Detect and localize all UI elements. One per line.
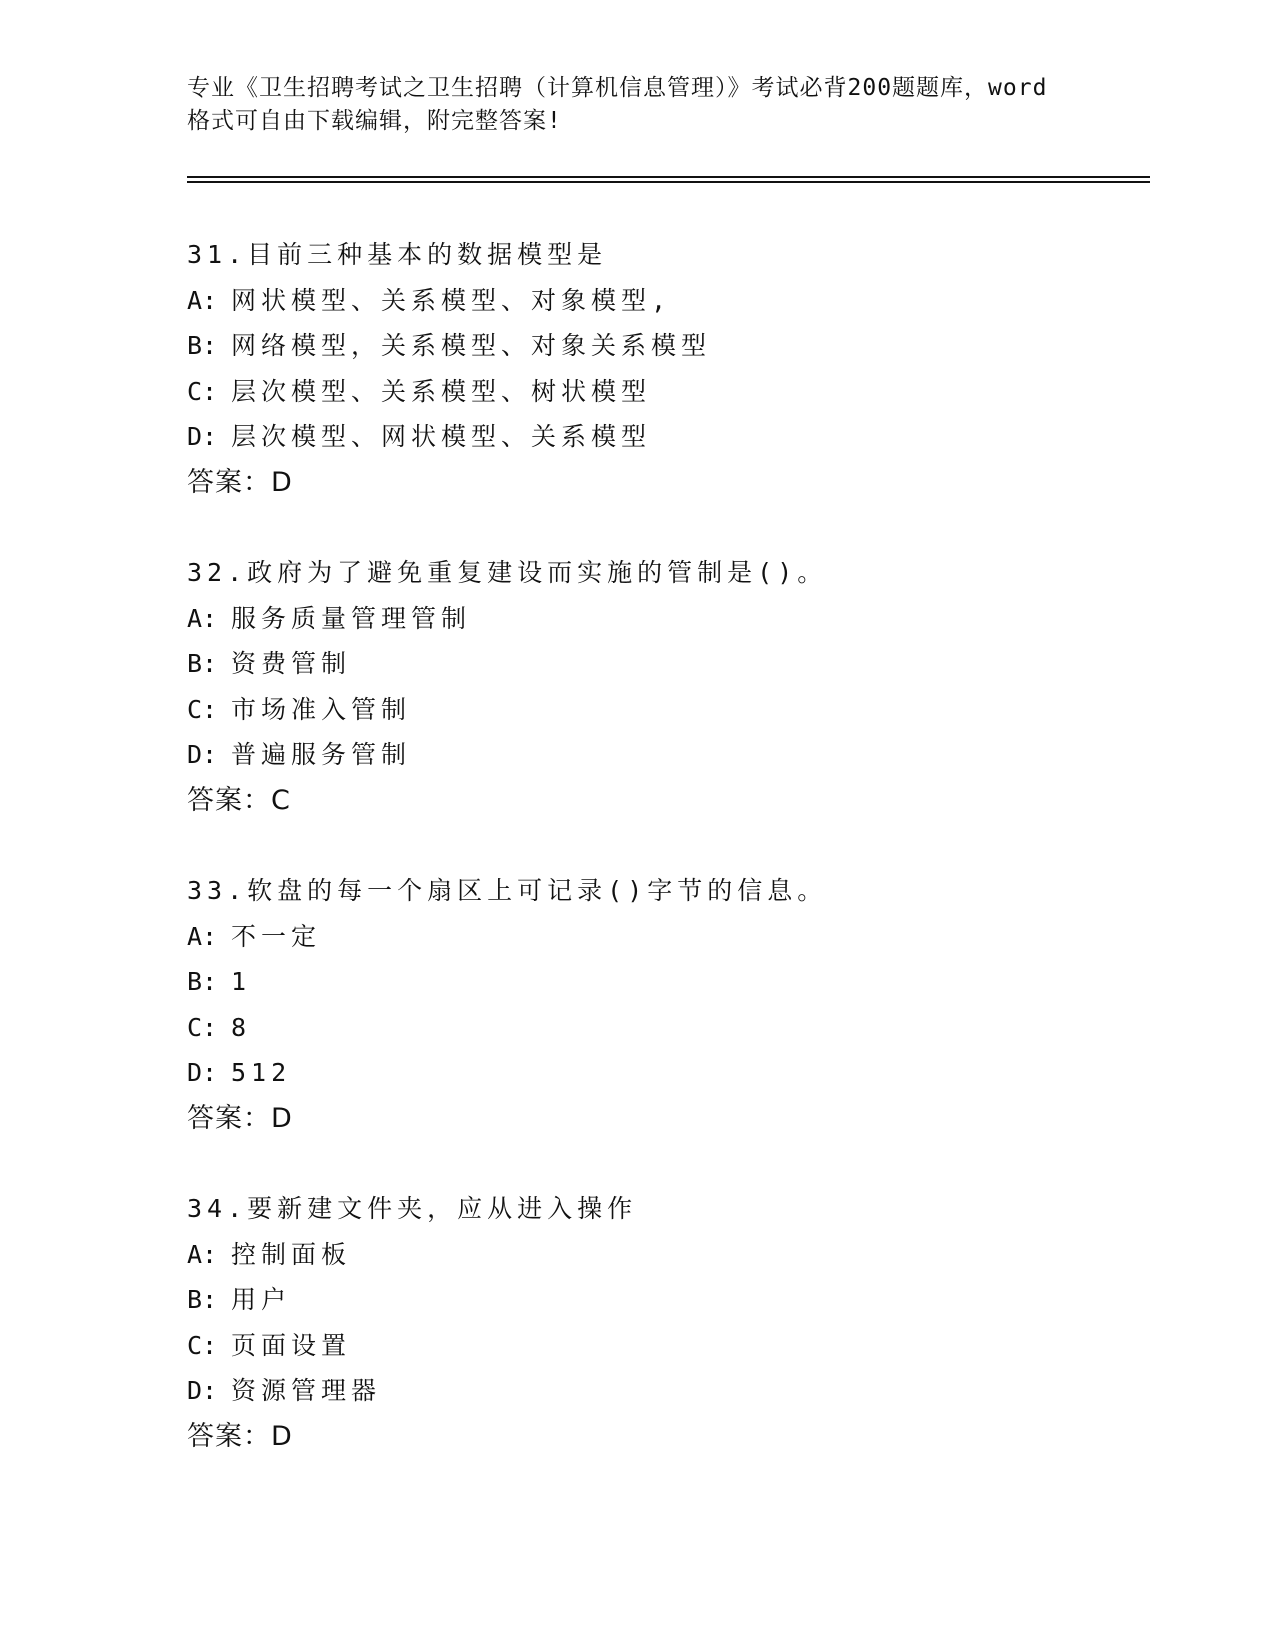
answer-line: 答案：D (187, 1102, 293, 1134)
answer-line: 答案：D (187, 466, 293, 498)
header-divider-bottom (187, 181, 1150, 183)
option-label: B: (187, 967, 218, 996)
option-label: C: (187, 1012, 218, 1042)
option-d (187, 1050, 1147, 1096)
option-text: 页面设置 (231, 1330, 352, 1360)
option-label: A: (187, 1239, 218, 1269)
option-text: 市场准入管制 (231, 694, 412, 724)
option-c (187, 1323, 1147, 1369)
option-c (187, 1005, 1147, 1051)
option-label: D: (187, 1376, 218, 1405)
question-title: 34.要新建文件夹，应从进入操作 (187, 1194, 638, 1223)
option-text: 资费管制 (231, 649, 352, 678)
option-label: D: (187, 422, 218, 451)
option-label: A: (187, 285, 218, 315)
option-text: 资源管理器 (231, 1376, 382, 1405)
option-label: B: (187, 331, 218, 360)
option-label: B: (187, 1285, 218, 1314)
option-text: 服务质量管理管制 (231, 603, 472, 633)
option-c (187, 687, 1147, 733)
option-a (187, 1232, 1147, 1278)
question-31 (187, 232, 1147, 505)
option-b (187, 1277, 1147, 1323)
option-c (187, 369, 1147, 415)
option-a (187, 278, 1147, 324)
question-title: 32.政府为了避免重复建设而实施的管制是()。 (187, 558, 828, 587)
option-text: 8 (231, 1012, 252, 1042)
question-title: 31.目前三种基本的数据模型是 (187, 240, 608, 269)
option-text: 用户 (231, 1285, 292, 1314)
option-text: 普遍服务管制 (231, 740, 412, 769)
option-label: A: (187, 921, 218, 951)
question-33 (187, 868, 1147, 1141)
option-label: B: (187, 649, 218, 678)
question-title: 33.软盘的每一个扇区上可记录()字节的信息。 (187, 876, 828, 905)
option-label: C: (187, 1330, 218, 1360)
option-b (187, 641, 1147, 687)
option-label: D: (187, 740, 218, 769)
option-text: 层次模型、关系模型、树状模型 (231, 376, 652, 406)
option-b (187, 323, 1147, 369)
option-text: 512 (231, 1058, 292, 1087)
header-line-1: 专业《卫生招聘考试之卫生招聘（计算机信息管理）》考试必背200题题库，word (187, 75, 1048, 101)
answer-line: 答案：D (187, 1420, 293, 1452)
option-text: 控制面板 (231, 1239, 352, 1269)
option-a (187, 596, 1147, 642)
option-d (187, 732, 1147, 778)
document-header (187, 72, 1087, 138)
option-label: A: (187, 603, 218, 633)
header-line-2: 格式可自由下载编辑，附完整答案! (187, 108, 562, 134)
option-text: 不一定 (231, 921, 322, 951)
option-text: 网络模型，关系模型、对象关系模型 (231, 331, 712, 360)
option-label: D: (187, 1058, 218, 1087)
option-label: C: (187, 376, 218, 406)
option-a (187, 914, 1147, 960)
option-d (187, 1368, 1147, 1414)
header-divider-top (187, 176, 1150, 178)
answer-line: 答案：C (187, 784, 291, 816)
question-34 (187, 1186, 1147, 1459)
option-b (187, 959, 1147, 1005)
question-32 (187, 550, 1147, 823)
option-text: 1 (231, 967, 252, 996)
option-text: 网状模型、关系模型、对象模型, (231, 285, 672, 315)
option-label: C: (187, 694, 218, 724)
option-text: 层次模型、网状模型、关系模型 (231, 422, 652, 451)
option-d (187, 414, 1147, 460)
